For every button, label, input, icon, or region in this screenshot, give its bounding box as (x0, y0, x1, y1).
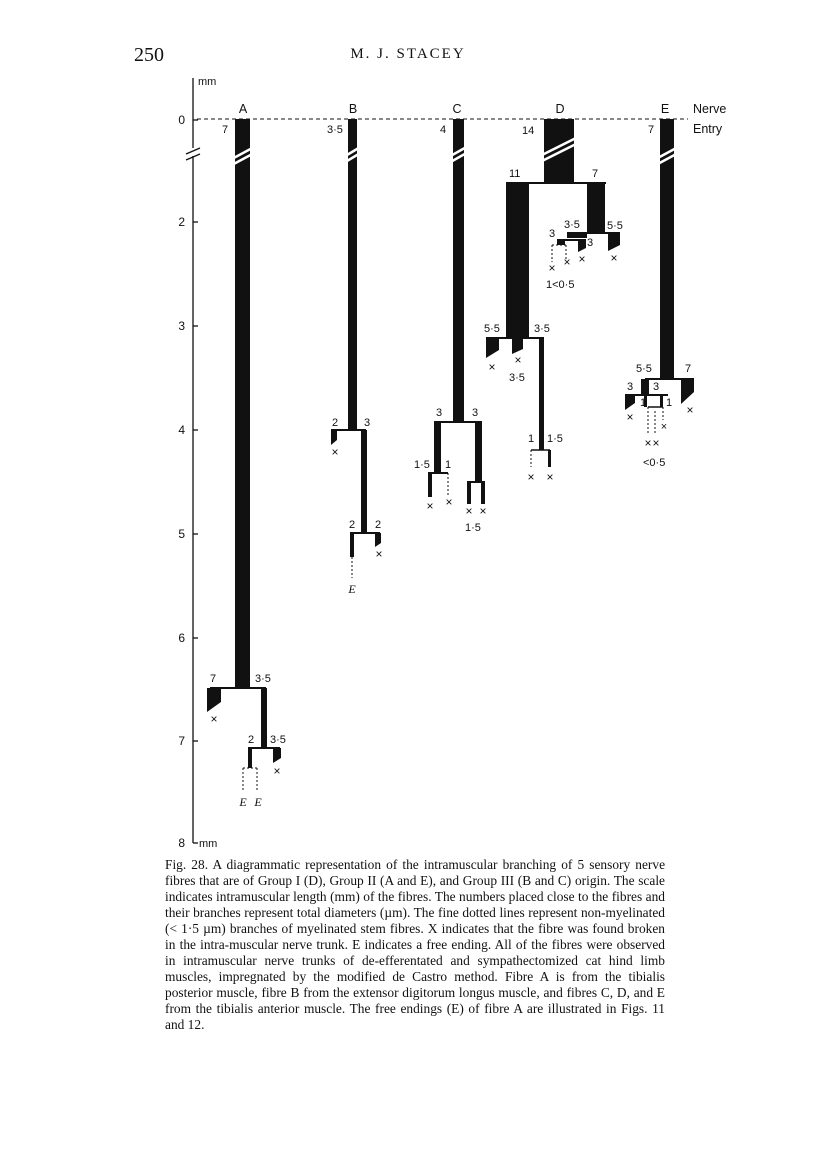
fibre-stem (539, 338, 544, 450)
diameter-label: 5·5 (484, 323, 500, 335)
diameter-label: 1 (445, 459, 452, 471)
branch-stub (375, 533, 381, 547)
fibre-stem (467, 482, 471, 504)
diameter-label: 3·5 (534, 323, 550, 335)
diameter-label: 3·5 (327, 124, 343, 136)
fibre-label: A (238, 102, 248, 116)
fibre-a (207, 102, 286, 809)
fibre-stem (453, 119, 464, 422)
axis-unit-bottom: mm (199, 838, 218, 850)
diameter-label: 3 (364, 417, 371, 429)
axis-unit-top: mm (198, 76, 217, 88)
fibre-stem (506, 183, 529, 338)
broken-mark: × (563, 255, 571, 269)
branch-stub (331, 430, 337, 445)
tick-label: 3 (178, 319, 185, 333)
fibre-c (414, 102, 487, 534)
diameter-label: 3·5 (509, 372, 525, 384)
diameter-label: 2 (349, 519, 356, 531)
running-head: M. J. STACEY (350, 46, 466, 62)
diameter-label: 2 (375, 519, 382, 531)
broken-mark: × (626, 410, 634, 424)
fibre-stem (557, 240, 565, 245)
figure-label: Fig. 28. (165, 857, 209, 872)
fibre-stem (350, 533, 354, 557)
broken-mark: × (686, 403, 694, 417)
fibre-stem (348, 119, 357, 430)
diameter-label: 2 (248, 734, 255, 746)
diameter-label: 3 (587, 237, 594, 249)
diameter-label: 7 (222, 124, 229, 136)
length-axis (186, 78, 200, 843)
diameter-label: 1·5 (414, 459, 430, 471)
broken-mark: × (660, 421, 668, 433)
axis-break-mark (186, 148, 200, 154)
broken-mark: × (210, 712, 218, 726)
diameter-label: 1 (666, 397, 673, 409)
diameter-label: 3 (549, 228, 556, 240)
tick-label: 8 (178, 836, 185, 850)
fibre-label: B (348, 102, 358, 116)
broken-mark: × (465, 504, 473, 518)
broken-mark: × (488, 360, 496, 374)
fibre-label: C (452, 102, 462, 116)
diameter-label: 3·5 (270, 734, 286, 746)
fibre-d (484, 102, 623, 484)
tick-label: 5 (178, 527, 185, 541)
diameter-label: 7 (685, 363, 692, 375)
fibre-stem (587, 183, 605, 233)
branch-stub (207, 688, 221, 712)
diameter-label: 4 (440, 124, 447, 136)
diameter-label: 11 (509, 168, 521, 180)
fibre-stem (434, 422, 441, 473)
entry-label: Entry (693, 122, 723, 136)
diameter-label: 14 (522, 125, 535, 137)
diameter-label: 1·5 (465, 522, 481, 534)
diameter-label: 2 (332, 417, 339, 429)
fibre-stem (641, 379, 649, 395)
fibre-label: D (555, 102, 565, 116)
figure-caption (165, 857, 665, 1033)
diameter-label: 3 (472, 407, 479, 419)
diameter-label: 1 (640, 397, 647, 409)
broken-mark: × (331, 445, 339, 459)
page-number: 250 (134, 44, 164, 66)
branch-stub (512, 338, 523, 354)
broken-mark: × (445, 495, 453, 509)
fibre-stem (548, 450, 551, 467)
fibre-stem (428, 473, 432, 497)
free-ending-label: E (254, 795, 262, 809)
fibre-b (327, 102, 383, 596)
broken-mark: × (514, 353, 522, 367)
diameter-label: 3 (436, 407, 443, 419)
fibre-stem (567, 233, 587, 238)
branch-stub (578, 240, 586, 252)
fibre-stem (660, 395, 663, 407)
tick-label: 4 (178, 423, 185, 437)
diameter-label: 1·5 (547, 433, 563, 445)
broken-mark: × (375, 547, 383, 561)
broken-mark: × (546, 470, 554, 484)
caption-text: A diagrammatic representation of the intramuscular branching of 5 sensory nerve fibres that are of Group I (D), Group II (A and E), and Group III (B and C) origin. The scale indicates intramuscular length (mm) of the fibres. The numbers placed close to the fibres and their branches represent total diameters (µm). The fine dotted lines represent non-myelinated (< 1·5 µm) branches of myelinated stem fibres. X indicates that the fibre was found broken in the intra-muscular nerve trunk. E indicates a free ending. All of the fibres were observed in intramuscular nerve trunks of de-efferentated and sympathectomized cat hind limb muscles, impregnated by the modified de Castro method. Fibre A is from the tibialis posterior muscle, fibre B from the extensor digitorum longus muscle, and fibres C, D, and E from the tibialis anterior muscle. The free endings (E) of fibre A are illustrated in Figs. 11 and 12. (165, 857, 666, 1032)
fibre-stem (235, 119, 250, 689)
broken-mark: × (527, 470, 535, 484)
broken-mark: × (548, 261, 556, 275)
branch-stub (608, 233, 620, 251)
fibre-e (625, 102, 694, 469)
diameter-label: 7 (592, 168, 599, 180)
diameter-label: 5·5 (636, 363, 652, 375)
branch-stub (273, 748, 281, 763)
tick-label: 6 (178, 631, 185, 645)
diameter-label: 7 (210, 673, 217, 685)
tick-label: 2 (178, 215, 185, 229)
diameter-label: 1 (528, 433, 535, 445)
tick-label: 7 (178, 734, 185, 748)
broken-mark: × (652, 436, 660, 450)
diameter-label: 3·5 (564, 219, 580, 231)
broken-mark: × (273, 764, 281, 778)
diameter-label: 3 (627, 381, 634, 393)
fibre-label: E (660, 102, 670, 116)
diameter-label: 1<0·5 (546, 279, 575, 291)
diameter-label: 3·5 (255, 673, 271, 685)
free-ending-label: E (348, 582, 356, 596)
nerve-label: Nerve (693, 102, 727, 116)
broken-mark: × (479, 504, 487, 518)
branch-stub (486, 338, 499, 358)
diameter-label: 3 (653, 381, 660, 393)
fibre-stem (248, 748, 252, 768)
branch-stub (625, 395, 635, 410)
broken-mark: × (426, 499, 434, 513)
branch-stub (681, 379, 694, 404)
diameter-label: <0·5 (643, 457, 666, 469)
fibre-stem (475, 422, 482, 482)
broken-mark: × (644, 436, 652, 450)
fibre-stem (261, 688, 267, 748)
broken-mark: × (610, 251, 618, 265)
fibre-stem (481, 482, 485, 504)
free-ending-label: E (239, 795, 247, 809)
diameter-label: 5·5 (607, 220, 623, 232)
broken-mark: × (578, 252, 586, 266)
tick-label: 0 (178, 113, 185, 127)
fibre-stem (361, 430, 367, 533)
diameter-label: 7 (648, 124, 655, 136)
